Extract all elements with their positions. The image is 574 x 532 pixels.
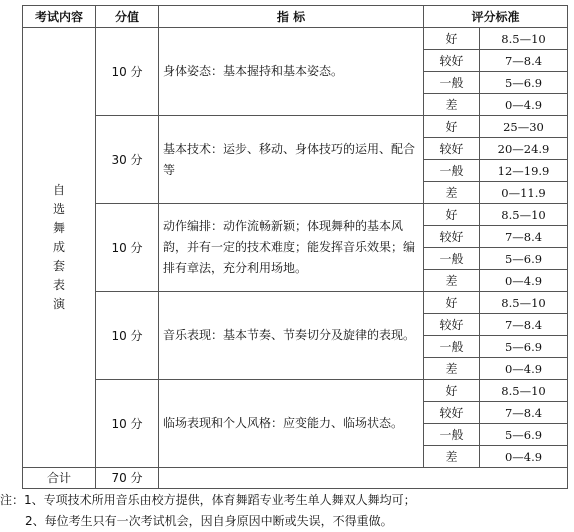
notes bbox=[0, 490, 416, 532]
grade-range: 5—6.9 bbox=[480, 72, 568, 94]
scoring-table bbox=[22, 5, 568, 489]
indicator-cell: 动作编排：动作流畅新颖；体现舞种的基本风韵，并有一定的技术难度；能发挥音乐效果；编排有章法，充分利用场地。 bbox=[159, 204, 424, 292]
total-points: 70 分 bbox=[96, 468, 159, 489]
grade-range: 8.5—10 bbox=[480, 204, 568, 226]
header-row bbox=[23, 6, 568, 28]
points-cell: 10 分 bbox=[96, 28, 159, 116]
grade-level: 好 bbox=[424, 292, 480, 314]
grade-range: 25—30 bbox=[480, 116, 568, 138]
total-label: 合计 bbox=[23, 468, 96, 489]
total-blank bbox=[159, 468, 568, 489]
grade-level: 差 bbox=[424, 446, 480, 468]
grade-range: 7—8.4 bbox=[480, 226, 568, 248]
grade-row bbox=[23, 28, 568, 50]
grade-level: 好 bbox=[424, 28, 480, 50]
grade-range: 0—11.9 bbox=[480, 182, 568, 204]
grade-range: 12—19.9 bbox=[480, 160, 568, 182]
note-2: 2、每位考生只有一次考试机会，因自身原因中断或失误，不得重做。 bbox=[25, 514, 393, 528]
grade-level: 较好 bbox=[424, 314, 480, 336]
grade-range: 0—4.9 bbox=[480, 358, 568, 380]
grade-level: 差 bbox=[424, 182, 480, 204]
grade-row bbox=[23, 204, 568, 226]
grade-level: 一般 bbox=[424, 72, 480, 94]
grade-level: 差 bbox=[424, 358, 480, 380]
content-label: 自选舞成套表演 bbox=[52, 183, 65, 311]
grade-range: 8.5—10 bbox=[480, 380, 568, 402]
grade-level: 好 bbox=[424, 380, 480, 402]
grade-level: 较好 bbox=[424, 226, 480, 248]
grade-range: 8.5—10 bbox=[480, 292, 568, 314]
grade-level: 一般 bbox=[424, 248, 480, 270]
grade-level: 好 bbox=[424, 204, 480, 226]
header-criteria: 评分标准 bbox=[424, 6, 568, 28]
grade-range: 5—6.9 bbox=[480, 424, 568, 446]
grade-level: 一般 bbox=[424, 424, 480, 446]
grade-level: 一般 bbox=[424, 336, 480, 358]
grade-row bbox=[23, 116, 568, 138]
grade-level: 一般 bbox=[424, 160, 480, 182]
grade-range: 0—4.9 bbox=[480, 94, 568, 116]
grade-range: 8.5—10 bbox=[480, 28, 568, 50]
grade-range: 7—8.4 bbox=[480, 402, 568, 424]
grade-range: 0—4.9 bbox=[480, 270, 568, 292]
grade-range: 5—6.9 bbox=[480, 336, 568, 358]
grade-row bbox=[23, 380, 568, 402]
grade-range: 0—4.9 bbox=[480, 446, 568, 468]
grade-level: 较好 bbox=[424, 50, 480, 72]
grade-level: 较好 bbox=[424, 138, 480, 160]
total-row bbox=[23, 468, 568, 489]
grade-range: 5—6.9 bbox=[480, 248, 568, 270]
grade-level: 好 bbox=[424, 116, 480, 138]
grade-level: 较好 bbox=[424, 402, 480, 424]
header-content: 考试内容 bbox=[23, 6, 96, 28]
indicator-cell: 临场表现和个人风格：应变能力、临场状态。 bbox=[159, 380, 424, 468]
grade-range: 7—8.4 bbox=[480, 50, 568, 72]
points-cell: 30 分 bbox=[96, 116, 159, 204]
indicator-cell: 音乐表现：基本节奏、节奏切分及旋律的表现。 bbox=[159, 292, 424, 380]
grade-level: 差 bbox=[424, 94, 480, 116]
note-1: 注：1、专项技术所用音乐由校方提供，体育舞蹈专业考生单人舞双人舞均可； bbox=[0, 493, 416, 507]
points-cell: 10 分 bbox=[96, 380, 159, 468]
grade-range: 20—24.9 bbox=[480, 138, 568, 160]
content-cell bbox=[23, 28, 96, 468]
grade-row bbox=[23, 292, 568, 314]
grade-level: 差 bbox=[424, 270, 480, 292]
indicator-cell: 身体姿态：基本握持和基本姿态。 bbox=[159, 28, 424, 116]
points-cell: 10 分 bbox=[96, 204, 159, 292]
header-points: 分值 bbox=[96, 6, 159, 28]
grade-range: 7—8.4 bbox=[480, 314, 568, 336]
header-indicator: 指 标 bbox=[159, 6, 424, 28]
indicator-cell: 基本技术：运步、移动、身体技巧的运用、配合等 bbox=[159, 116, 424, 204]
points-cell: 10 分 bbox=[96, 292, 159, 380]
